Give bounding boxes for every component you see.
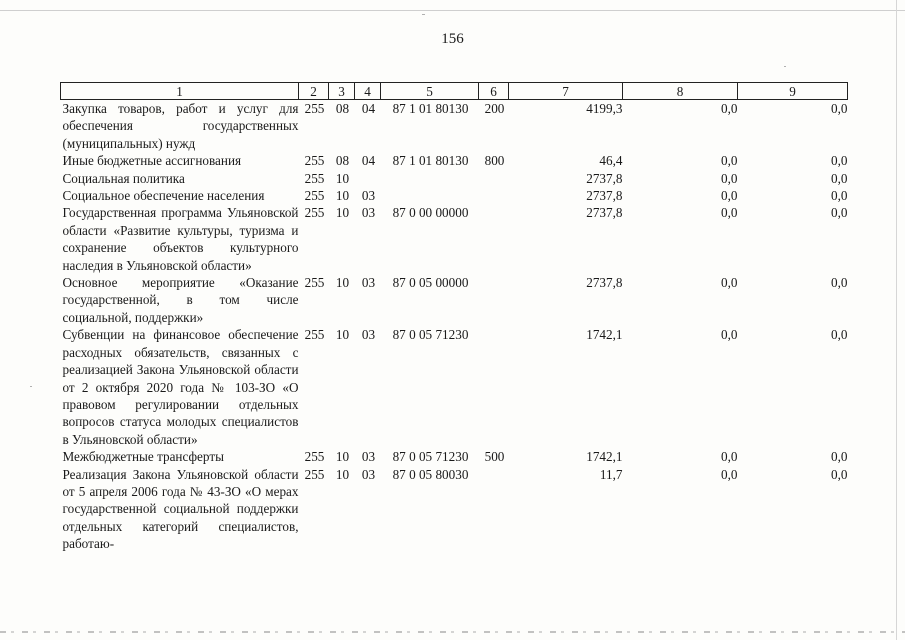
column-header: 1: [61, 83, 299, 100]
cell-expense-type: 800: [484, 153, 505, 169]
cell-amount-9: 0,0: [831, 188, 848, 204]
page-number: 156: [441, 31, 464, 47]
column-header: 3: [329, 83, 355, 100]
cell-amount-9: 0,0: [831, 101, 848, 116]
cell-subsection: 03: [361, 188, 376, 204]
row-name: Реализация Закона Ульяновской области от 5 апреля 2006 года № 43-ЗО «О мерах государственной социальной поддержки отдельных категорий специалистов, работаю-: [62, 466, 299, 552]
cell-amount: 2737,8: [586, 275, 623, 291]
cell-expense-type: [479, 204, 509, 274]
cell-section: 08: [335, 101, 350, 116]
scan-top-edge: [0, 10, 905, 11]
cell-expense-type: 200: [484, 101, 505, 116]
column-header: 5: [381, 83, 479, 100]
cell-admin-code: 255: [304, 101, 325, 116]
cell-target-article: [381, 187, 479, 204]
cell-admin-code: 255: [304, 170, 325, 186]
cell-amount: 4199,3: [586, 101, 623, 116]
table-row: [61, 448, 848, 465]
cell-amount-8: 0,0: [721, 449, 738, 465]
cell-section: 10: [335, 205, 350, 221]
cell-section: 10: [335, 466, 350, 482]
cell-amount-8: 0,0: [721, 101, 738, 116]
scan-speck: [30, 386, 32, 387]
cell-expense-type: 500: [484, 449, 505, 465]
cell-target-article: [381, 170, 479, 187]
cell-target-article: 87 0 05 00000: [392, 275, 469, 291]
table-row: [61, 100, 848, 153]
cell-expense-type: [479, 274, 509, 326]
cell-admin-code: 255: [304, 466, 325, 482]
cell-admin-code: 255: [304, 275, 325, 291]
table-row: [61, 326, 848, 448]
cell-amount-8: 0,0: [721, 205, 738, 221]
cell-section: 08: [335, 153, 350, 169]
cell-subsection: 04: [361, 153, 376, 169]
row-name: Закупка товаров, работ и услуг для обеспечения государственных (муниципальных) нужд: [62, 101, 299, 151]
cell-subsection: [355, 170, 381, 187]
cell-expense-type: [479, 187, 509, 204]
cell-amount-9: 0,0: [831, 205, 848, 221]
cell-expense-type: [479, 326, 509, 448]
cell-admin-code: 255: [304, 449, 325, 465]
cell-target-article: 87 0 05 71230: [392, 327, 469, 343]
cell-amount: 2737,8: [586, 170, 623, 186]
row-name: Основное мероприятие «Оказание государственной, в том числе социальной, поддержки»: [62, 275, 299, 325]
cell-amount: 2737,8: [586, 205, 623, 221]
cell-admin-code: 255: [304, 188, 325, 204]
row-name: Субвенции на финансовое обеспечение расходных обязательств, связанных с реализацией Закона Ульяновской области от 2 октября 2020 года № 103-ЗО «О правовом регулировании отдельных вопросов статуса молодых специалистов в Ульяновской области»: [62, 327, 299, 447]
cell-subsection: 03: [361, 466, 376, 482]
budget-table: [60, 82, 848, 553]
cell-subsection: 03: [361, 275, 376, 291]
cell-amount-9: 0,0: [831, 170, 848, 186]
cell-target-article: 87 0 05 71230: [392, 449, 469, 465]
cell-section: 10: [335, 275, 350, 291]
cell-amount-9: 0,0: [831, 153, 848, 169]
table-row: [61, 466, 848, 553]
cell-amount-8: 0,0: [721, 466, 738, 482]
cell-subsection: 04: [361, 101, 376, 116]
cell-subsection: 03: [361, 205, 376, 221]
cell-admin-code: 255: [304, 327, 325, 343]
scan-speck: [422, 14, 425, 15]
cell-subsection: 03: [361, 449, 376, 465]
cell-target-article: 87 0 00 00000: [392, 205, 469, 221]
cell-amount: 1742,1: [586, 449, 623, 465]
cell-admin-code: 255: [304, 205, 325, 221]
row-name: Межбюджетные трансферты: [62, 449, 224, 465]
cell-amount-9: 0,0: [831, 275, 848, 291]
cell-amount-9: 0,0: [831, 449, 848, 465]
cell-expense-type: [479, 466, 509, 553]
cell-amount-8: 0,0: [721, 327, 738, 343]
table-row: [61, 204, 848, 274]
table-row: [61, 187, 848, 204]
cell-expense-type: [479, 170, 509, 187]
cell-amount-8: 0,0: [721, 153, 738, 169]
cell-target-article: 87 1 01 80130: [392, 101, 469, 116]
column-header: 7: [509, 83, 623, 100]
cell-subsection: 03: [361, 327, 376, 343]
scan-right-edge: [896, 0, 897, 640]
table-header-row: [61, 83, 848, 100]
scan-speck: [784, 66, 786, 67]
column-header: 4: [355, 83, 381, 100]
table-row: [61, 152, 848, 169]
row-name: Государственная программа Ульяновской области «Развитие культуры, туризма и сохранение объектов культурного наследия в Ульяновской области»: [62, 205, 299, 273]
cell-section: 10: [335, 188, 350, 204]
cell-amount-9: 0,0: [831, 327, 848, 343]
row-name: Иные бюджетные ассигнования: [62, 153, 242, 169]
cell-amount-8: 0,0: [721, 275, 738, 291]
cell-section: 10: [335, 327, 350, 343]
cell-target-article: 87 0 05 80030: [392, 466, 469, 482]
cell-section: 10: [335, 170, 350, 186]
cell-amount: 2737,8: [586, 188, 623, 204]
row-name: Социальное обеспечение населения: [62, 188, 265, 204]
column-header: 9: [738, 83, 848, 100]
column-header: 8: [623, 83, 738, 100]
cell-amount: 1742,1: [586, 327, 623, 343]
column-header: 6: [479, 83, 509, 100]
cell-amount-9: 0,0: [831, 466, 848, 482]
cell-amount-8: 0,0: [721, 188, 738, 204]
table-row: [61, 170, 848, 187]
cell-amount-8: 0,0: [721, 170, 738, 186]
row-name: Социальная политика: [62, 170, 185, 186]
cell-section: 10: [335, 449, 350, 465]
cell-admin-code: 255: [304, 153, 325, 169]
cell-target-article: 87 1 01 80130: [392, 153, 469, 169]
table-row: [61, 274, 848, 326]
column-header: 2: [299, 83, 329, 100]
cell-amount: 11,7: [599, 466, 623, 482]
cell-amount: 46,4: [599, 153, 623, 169]
scan-bottom-noise: [0, 631, 905, 633]
